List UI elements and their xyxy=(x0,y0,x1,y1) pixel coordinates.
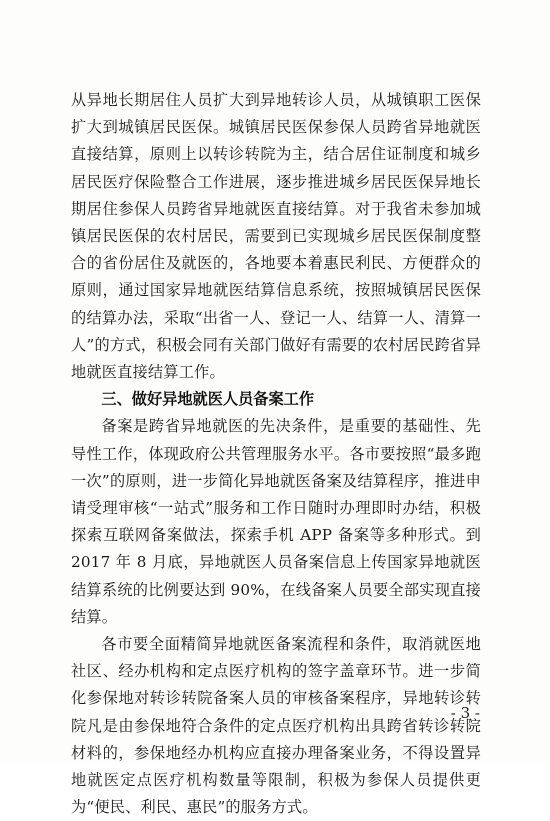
document-body xyxy=(71,87,481,821)
paragraph-filing-prerequisite: 备案是跨省异地就医的先决条件，是重要的基础性、先导性工作，体现政府公共管理服务水平。各市要按照“最多跑一次”的原则，进一步简化异地就医备案及结算程序，推进申请受理审核“一站式”服务和工作日随时办理即时办结，积极探索互联网备案做法，探索手机 APP 备案等多种形式。到 2017 年 8 月底，异地就医人员备案信息上传国家异地就医结算系统的比例要达到 90%，在线备案人员要全部实现直接结算。 xyxy=(71,417,481,626)
page-number: - 3 - xyxy=(450,704,480,722)
paragraph-simplify-process: 各市要全面精简异地就医备案流程和条件，取消就医地社区、经办机构和定点医疗机构的签字盖章环节。进一步简化参保地对转诊转院备案人员的审核备案程序，异地转诊转院凡是由参保地符合条件的定点医疗机构出具跨省转诊转院材料的，参保地经办机构应直接办理备案业务，不得设置异地就医定点医疗机构数量等限制，积极为参保人员提供更为“便民、利民、惠民”的服务方式。 xyxy=(71,635,481,817)
section-heading: 三、做好异地就医人员备案工作 xyxy=(101,390,315,409)
paragraph-continued: 从异地长期居住人员扩大到异地转诊人员，从城镇职工医保扩大到城镇居民医保。城镇居民医保参保人员跨省异地就医直接结算，原则上以转诊转院为主，结合居住证制度和城乡居民医疗保险整合工作进展，逐步推进城乡居民医保异地长期居住参保人员跨省异地就医直接结算。对于我省未参加城镇居民医保的农村居民，需要到已实现城乡居民医保制度整合的省份居住及就医的，各地要本着惠民利民、方便群众的原则，通过国家异地就医结算信息系统，按照城镇居民医保的结算办法，采取“出省一人、登记一人、结算一人、清算一人”的方式，积极会同有关部门做好有需要的农村居民跨省异地就医直接结算工作。 xyxy=(71,91,481,382)
